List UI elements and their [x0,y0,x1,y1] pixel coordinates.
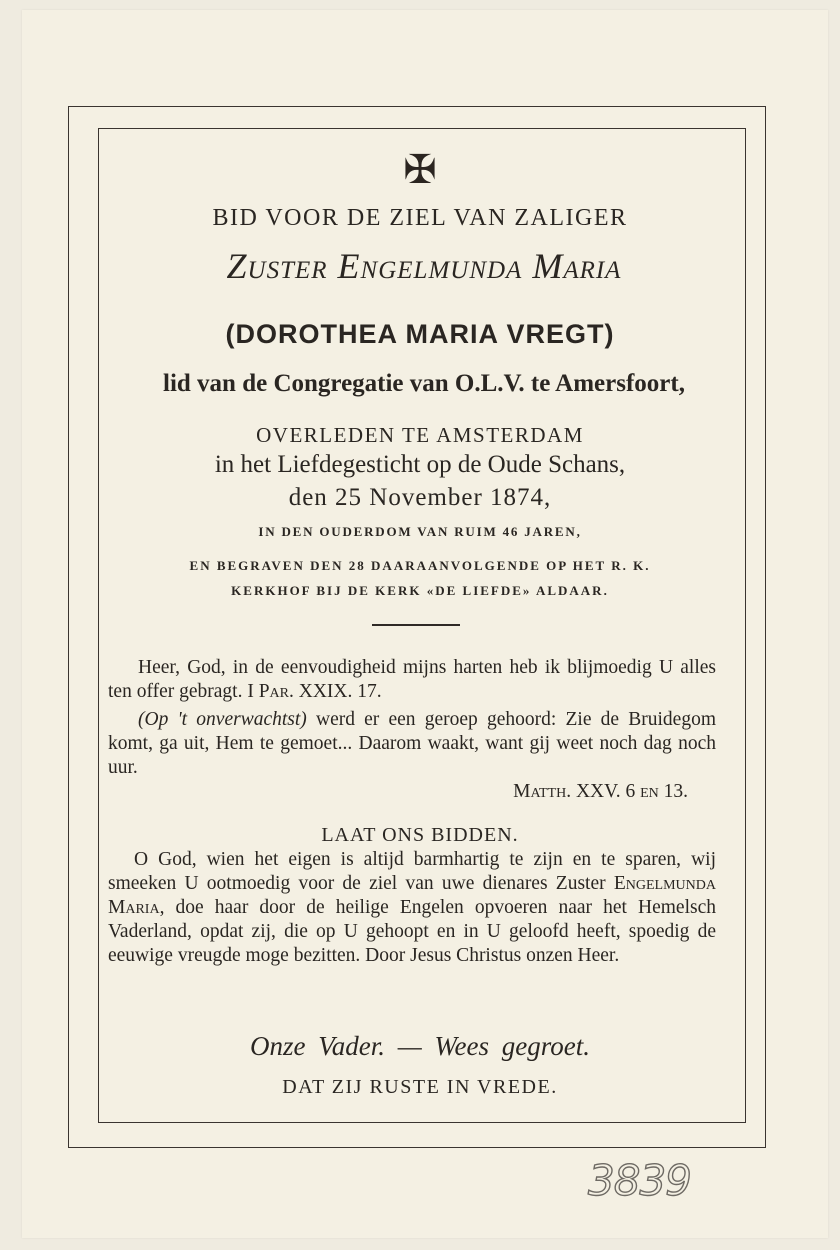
birth-name: (DOROTHEA MARIA VREGT) [225,319,615,349]
final-line: DAT ZIJ RUSTE IN VREDE. [282,1076,558,1098]
membership-line: lid van de Congregatie van O.L.V. te Amersfoort, [163,370,685,397]
prayer-part-1: O God, wien het eigen is altijd barmhartig te zijn en te sparen, wij smeeken U ootmoedig voor de ziel van uwe dienares Zuster [108,849,716,894]
cross-icon: ✠ [403,147,437,192]
quote-1 [108,656,716,704]
quote-2-italic: (Op 't onverwachtst) [138,709,307,730]
prayer-text [108,848,716,968]
burial-line-1: EN BEGRAVEN DEN 28 DAARAANVOLGENDE OP HET R. K. [189,558,651,573]
quote-1-ref: I Par. XXIX. 17. [247,681,382,702]
died-date: den 25 November 1874, [288,484,552,511]
archive-number: 3839 [588,1156,691,1205]
died-label: OVERLEDEN TE AMSTERDAM [256,423,584,447]
died-place: in het Liefdegesticht op de Oude Schans, [214,451,626,478]
quote-2 [108,708,716,780]
quote-2-ref: Matth. XXV. 6 en 13. [513,781,688,802]
burial-line-2: KERKHOF BIJ DE KERK «DE LIEFDE» ALDAAR. [231,583,609,598]
divider [372,624,460,626]
prayer-part-2: , doe haar door de heilige Engelen opvoeren naar het Hemelsch Vaderland, opdat zij, die op U gehoopt en in U geloofd heeft, spoedig de eeuwige vreugde moge bezitten. Door Jesus Christus onzen Heer. [108,897,716,966]
quote-1-text: Heer, God, in de eenvoudigheid mijns harten heb ik blijmoedig U alles ten offer gebragt. [108,657,716,702]
deceased-name: Zuster Engelmunda Maria [226,246,622,286]
prayer-title: LAAT ONS BIDDEN. [321,824,519,846]
prayer-name: Engelmunda Maria [108,873,717,918]
quote-2-text: werd er een geroep gehoord: Zie de Bruidegom komt, ga uit, Hem te gemoet... Daarom waakt, want gij weet noch dag noch uur. [108,709,716,778]
age-line: IN DEN OUDERDOM VAN RUIM 46 JAREN, [258,524,582,539]
closing-prayers: Onze Vader. — Wees gegroet. [250,1031,590,1061]
heading: BID VOOR DE ZIEL VAN ZALIGER [212,205,628,231]
